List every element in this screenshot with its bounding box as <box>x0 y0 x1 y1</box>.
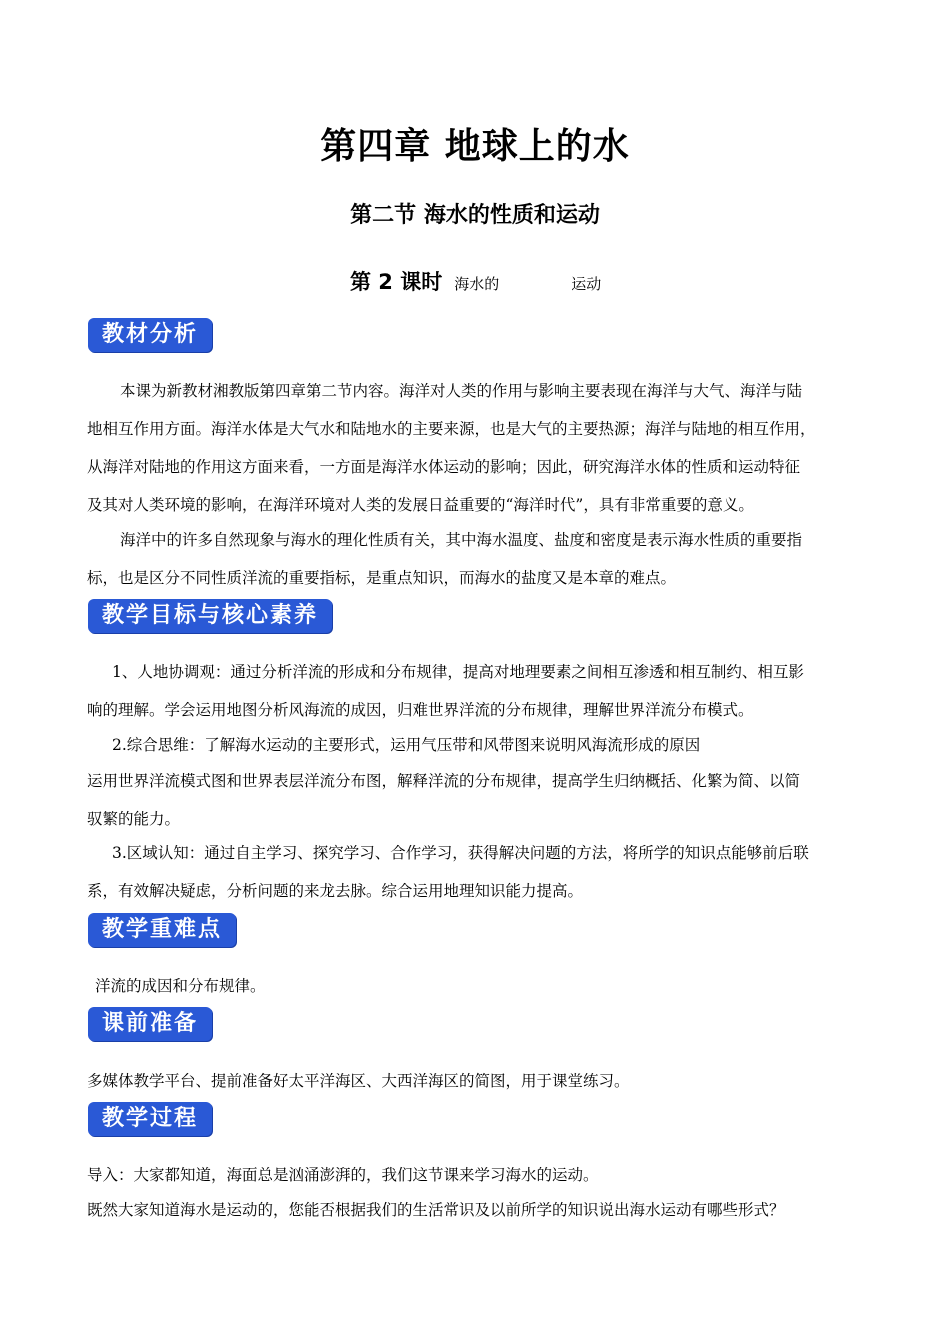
paragraph-line: 及其对人类环境的影响，在海洋环境对人类的发展日益重要的“海洋时代”，具有非常重要的意义。 <box>87 496 754 514</box>
section-title: 第二节 海水的性质和运动 <box>350 203 600 228</box>
paragraph-line: 驭繁的能力。 <box>87 810 181 828</box>
paragraph-line: 1、人地协调观：通过分析洋流的形成和分布规律，提高对地理要素之间相互渗透和相互制约、相互影 <box>112 663 804 681</box>
paragraph-line: 既然大家知道海水是运动的，您能否根据我们的生活常识及以前所学的知识说出海水运动有哪些形式？ <box>87 1201 785 1219</box>
paragraph-line: 洋流的成因和分布规律。 <box>95 977 266 995</box>
heading-badge-keypoints: 教学重难点 <box>88 913 236 947</box>
lesson-label: 第 2 课时 <box>350 270 443 294</box>
heading-badge-analysis: 教材分析 <box>88 318 212 352</box>
paragraph-line: 3.区域认知：通过自主学习、探究学习、合作学习，获得解决问题的方法，将所学的知识点能够前后联 <box>112 844 809 862</box>
paragraph-line: 海洋中的许多自然现象与海水的理化性质有关，其中海水温度、盐度和密度是表示海水性质的重要指 <box>120 531 803 549</box>
heading-badge-process: 教学过程 <box>88 1102 212 1136</box>
heading-badge-goals: 教学目标与核心素养 <box>88 599 332 633</box>
paragraph-line: 标，也是区分不同性质洋流的重要指标，是重点知识，而海水的盐度又是本章的难点。 <box>87 569 677 587</box>
paragraph-line: 2.综合思维：了解海水运动的主要形式，运用气压带和风带图来说明风海流形成的原因 <box>112 736 701 754</box>
paragraph-line: 运用世界洋流模式图和世界表层洋流分布图，解释洋流的分布规律，提高学生归纳概括、化繁为简、以简 <box>87 772 801 790</box>
paragraph-line: 从海洋对陆地的作用这方面来看，一方面是海洋水体运动的影响；因此，研究海洋水体的性质和运动特征 <box>87 458 801 476</box>
paragraph-line: 地相互作用方面。海洋水体是大气水和陆地水的主要来源，也是大气的主要热源；海洋与陆地的相互作用， <box>87 420 816 438</box>
paragraph-line: 响的理解。学会运用地图分析风海流的成因，归难世界洋流的分布规律，理解世界洋流分布模式。 <box>87 701 754 719</box>
lesson-title <box>350 266 601 296</box>
heading-badge-prep: 课前准备 <box>88 1007 212 1041</box>
lesson-topic-b: 运动 <box>571 275 602 293</box>
paragraph-line: 多媒体教学平台、提前准备好太平洋海区、大西洋海区的简图，用于课堂练习。 <box>87 1072 630 1090</box>
chapter-title: 第四章 地球上的水 <box>320 126 630 167</box>
lesson-topic-a: 海水的 <box>454 275 500 293</box>
paragraph-line: 本课为新教材湘教版第四章第二节内容。海洋对人类的作用与影响主要表现在海洋与大气、海洋与陆 <box>120 382 803 400</box>
paragraph-line: 系，有效解决疑虑，分析问题的来龙去脉。综合运用地理知识能力提高。 <box>87 882 584 900</box>
paragraph-line: 导入：大家都知道，海面总是汹涌澎湃的，我们这节课来学习海水的运动。 <box>87 1166 599 1184</box>
